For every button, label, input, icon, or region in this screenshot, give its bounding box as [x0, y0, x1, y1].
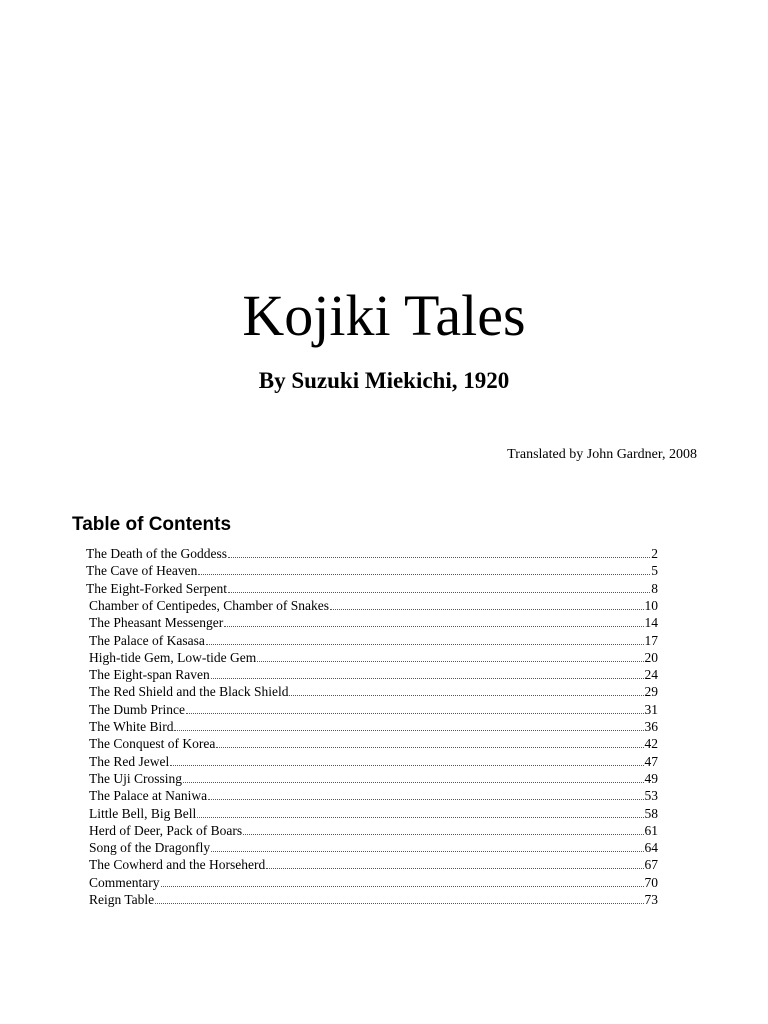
toc-entry-page-number: 47	[644, 753, 658, 769]
toc-entry-title: The Cowherd and the Horseherd	[89, 857, 266, 873]
toc-entry[interactable]	[89, 701, 658, 718]
translator-credit: Translated by John Gardner, 2008	[507, 447, 697, 462]
toc-entry-page-number: 61	[644, 822, 658, 838]
toc-entry[interactable]	[89, 822, 658, 839]
toc-entry[interactable]	[89, 597, 658, 614]
toc-entry-page-number: 36	[644, 719, 658, 734]
toc-dot-leader	[170, 762, 643, 766]
toc-entry[interactable]	[86, 562, 658, 579]
toc-entry-title: High-tide Gem, Low-tide Gem	[89, 649, 257, 665]
toc-entry[interactable]	[89, 856, 658, 873]
toc-entry-page-number: 8	[651, 580, 658, 596]
toc-entry-title: The Eight-span Raven	[89, 667, 210, 683]
toc-entry-title: The Dumb Prince	[89, 701, 185, 717]
toc-dot-leader	[186, 710, 644, 714]
toc-entry[interactable]	[89, 839, 658, 856]
toc-dot-leader	[216, 744, 643, 748]
toc-entry[interactable]	[89, 753, 658, 770]
toc-entry-page-number: 24	[644, 667, 658, 683]
toc-entry-title: The Eight-Forked Serpent	[86, 580, 227, 596]
toc-entry-page-number: 31	[644, 701, 658, 717]
book-title: Kojiki Tales	[242, 283, 526, 348]
toc-dot-leader	[266, 865, 643, 869]
toc-dot-leader	[224, 623, 643, 627]
toc-entry[interactable]	[89, 649, 658, 666]
toc-dot-leader	[330, 606, 644, 610]
toc-entry-title: The Uji Crossing	[89, 770, 182, 786]
toc-entry-page-number: 42	[644, 736, 658, 752]
toc-dot-leader	[211, 675, 644, 679]
toc-entry[interactable]	[89, 683, 658, 700]
toc-dot-leader	[183, 779, 644, 783]
toc-dot-leader	[211, 848, 643, 852]
toc-entry-page-number: 70	[644, 874, 658, 890]
toc-entry-page-number: 73	[644, 892, 658, 907]
toc-heading: Table of Contents	[72, 514, 232, 535]
toc-entry-page-number: 64	[644, 840, 658, 856]
toc-entry-page-number: 29	[644, 684, 658, 700]
toc-dot-leader	[228, 554, 650, 558]
toc-entry[interactable]	[89, 805, 658, 822]
toc-entry-title: The Red Shield and the Black Shield	[89, 684, 289, 700]
toc-dot-leader	[257, 658, 643, 662]
toc-entry-title: The Palace of Kasasa	[89, 632, 205, 648]
toc-dot-leader	[289, 692, 643, 696]
toc-entry-title: Herd of Deer, Pack of Boars	[89, 822, 243, 838]
toc-dot-leader	[197, 814, 643, 818]
toc-entry-page-number: 49	[644, 770, 658, 786]
toc-entry-page-number: 14	[644, 615, 658, 631]
toc-entry[interactable]	[89, 787, 658, 804]
toc-entry-page-number: 58	[644, 805, 658, 821]
toc-entry-title: Little Bell, Big Bell	[89, 805, 197, 821]
toc-dot-leader	[198, 571, 650, 575]
toc-entry[interactable]	[89, 666, 658, 683]
toc-dot-leader	[155, 900, 643, 904]
toc-entry[interactable]	[89, 891, 658, 908]
toc-entry-title: The Conquest of Korea	[89, 736, 216, 752]
toc-entry[interactable]	[89, 874, 658, 891]
toc-entry-page-number: 53	[644, 788, 658, 804]
toc-entry-page-number: 5	[651, 563, 658, 579]
toc-entry-title: The Death of the Goddess	[86, 546, 227, 561]
toc-entry-title: The Cave of Heaven	[86, 563, 198, 579]
toc-dot-leader	[161, 883, 644, 887]
toc-dot-leader	[228, 589, 650, 593]
toc-entry[interactable]	[89, 614, 658, 631]
toc-entry-page-number: 10	[644, 597, 658, 613]
toc-entry[interactable]	[86, 545, 658, 562]
toc-dot-leader	[174, 727, 643, 731]
toc-entry[interactable]	[89, 770, 658, 787]
author-byline: By Suzuki Miekichi, 1920	[258, 368, 510, 393]
toc-entry-title: Reign Table	[89, 892, 155, 907]
toc-entry-title: The White Bird	[89, 719, 174, 734]
toc-dot-leader	[208, 796, 643, 800]
toc-entry[interactable]	[86, 580, 658, 597]
toc-entry-page-number: 20	[644, 649, 658, 665]
toc-entry-title: The Pheasant Messenger	[89, 615, 224, 631]
toc-entry-title: The Red Jewel	[89, 753, 170, 769]
toc-dot-leader	[243, 831, 643, 835]
toc-entry-page-number: 2	[651, 546, 658, 561]
toc-entry-title: Commentary	[89, 874, 160, 890]
toc-entry[interactable]	[89, 735, 658, 752]
toc-entry[interactable]	[89, 632, 658, 649]
toc-entry[interactable]	[89, 718, 658, 735]
toc-entry-page-number: 17	[644, 632, 658, 648]
toc-entry-title: Chamber of Centipedes, Chamber of Snakes	[89, 597, 329, 613]
toc-entry-title: Song of the Dragonfly	[89, 840, 211, 856]
toc-entry-page-number: 67	[644, 857, 658, 873]
toc-dot-leader	[206, 641, 644, 645]
toc-entry-title: The Palace at Naniwa	[89, 788, 208, 804]
